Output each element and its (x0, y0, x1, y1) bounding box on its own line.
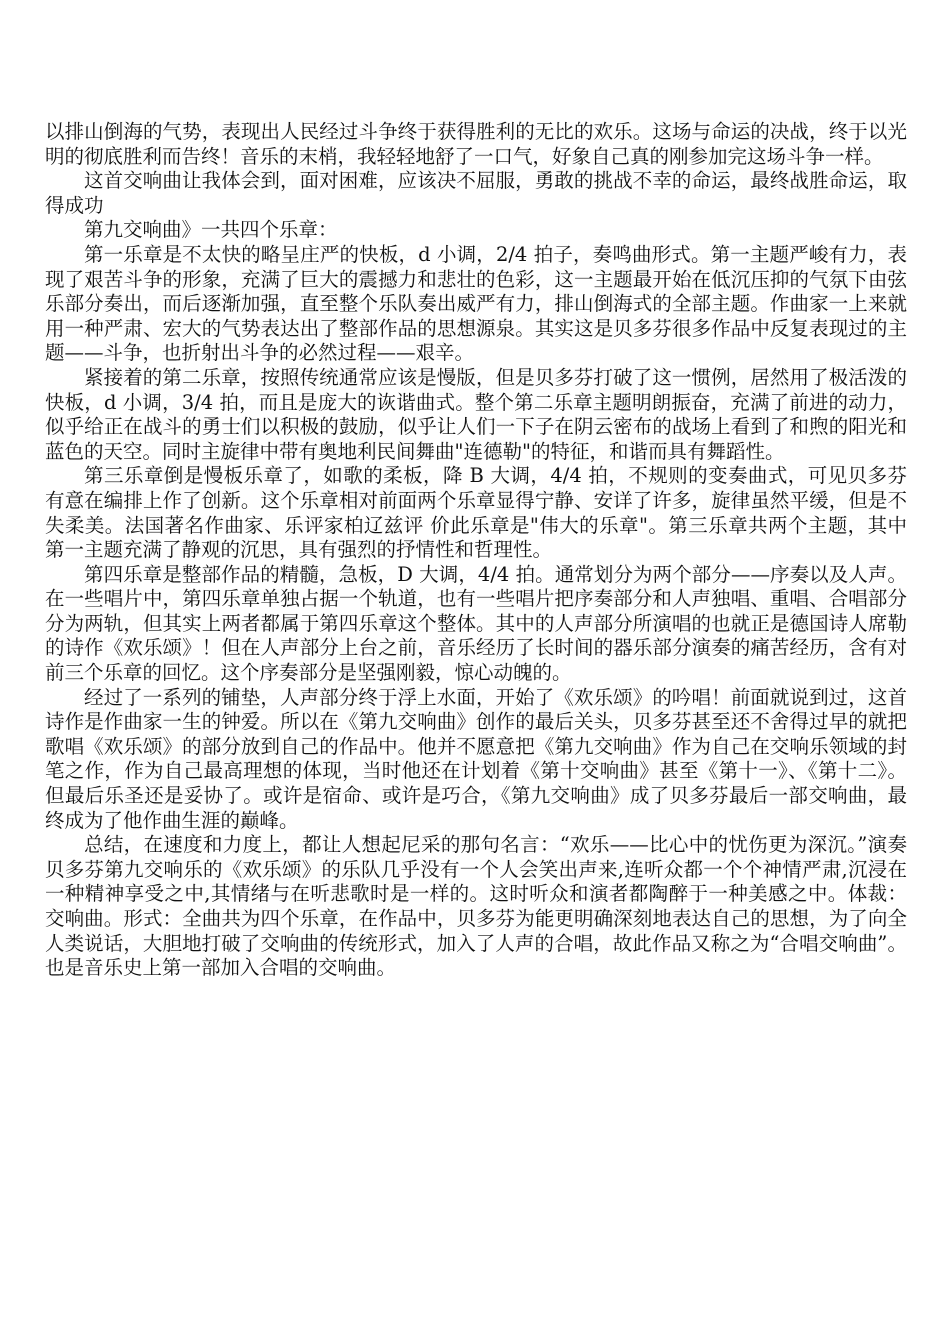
paragraph-reflection: 这首交响曲让我体会到，面对困难，应该决不屈服，勇敢的挑战不幸的命运，最终战胜命运，取得成功 (45, 169, 907, 217)
paragraph-finale-victory: 以排山倒海的气势，表现出人民经过斗争终于获得胜利的无比的欢乐。这场与命运的决战，终于以光明的彻底胜利而告终！音乐的末梢，我轻轻地舒了一口气，好象自己真的刚参加完这场斗争一样。 (45, 120, 907, 168)
paragraph-fourth-movement: 第四乐章是整部作品的精髓，急板，D 大调，4/4 拍。通常划分为两个部分——序奏以及人声。在一些唱片中，第四乐章单独占据一个轨道，也有一些唱片把序奏部分和人声独唱、重唱、合唱部分分为两轨，但其实上两者都属于第四乐章这个整体。其中的人声部分所演唱的也就正是德国诗人席勒的诗作《欢乐颂》！但在人声部分上台之前，音乐经历了长时间的器乐部分演奏的痛苦经历，含有对前三个乐章的回忆。这个序奏部分是坚强刚毅，惊心动魄的。 (45, 562, 907, 685)
paragraph-second-movement: 紧接着的第二乐章，按照传统通常应该是慢版，但是贝多芬打破了这一惯例，居然用了极活泼的快板，d 小调，3/4 拍，而且是庞大的诙谐曲式。整个第二乐章主题明朗振奋，充满了前进的动力，似乎给正在战斗的勇士们以积极的鼓励，似乎让人们一下子在阴云密布的战场上看到了和煦的阳光和蓝色的天空。同时主旋律中带有奥地利民间舞曲"连德勒"的特征，和谐而具有舞蹈性。 (45, 365, 907, 463)
paragraph-ode-to-joy: 经过了一系列的铺垫，人声部分终于浮上水面，开始了《欢乐颂》的吟唱！前面就说到过，这首诗作是作曲家一生的钟爱。所以在《第九交响曲》创作的最后关头，贝多芬甚至还不舍得过早的就把歌唱《欢乐颂》的部分放到自己的作品中。他并不愿意把《第九交响曲》作为自己在交响乐领域的封笔之作，作为自己最高理想的体现，当时他还在计划着《第十交响曲》甚至《第十一》、《第十二》。但最后乐圣还是妥协了。或许是宿命、或许是巧合，《第九交响曲》成了贝多芬最后一部交响曲，最终成为了他作曲生涯的巅峰。 (45, 685, 907, 832)
paragraph-four-movements: 第九交响曲》一共四个乐章： (84, 218, 338, 242)
paragraph-third-movement: 第三乐章倒是慢板乐章了，如歌的柔板，降 B 大调，4/4 拍，不规则的变奏曲式，可见贝多芬有意在编排上作了创新。这个乐章相对前面两个乐章显得宁静、安详了许多，旋律虽然平缓，但是不失柔美。法国著名作曲家、乐评家柏辽兹评 价此乐章是"伟大的乐章"。第三乐章共两个主题，其中第一主题充满了静观的沉思，具有强烈的抒情性和哲理性。 (45, 464, 907, 562)
paragraph-summary: 总结，在速度和力度上，都让人想起尼采的那句名言：“欢乐——比心中的忧伤更为深沉。”演奏贝多芬第九交响乐的《欢乐颂》的乐队几乎没有一个人会笑出声来,连听众都一个个神情严肃,沉浸在一种精神享受之中,其情绪与在听悲歌时是一样的。这时听众和演者都陶醉于一种美感之中。体裁：交响曲。形式：全曲共为四个乐章，在作品中，贝多芬为能更明确深刻地表达自己的思想，为了向全人类说话，大胆地打破了交响曲的传统形式，加入了人声的合唱，故此作品又称之为“合唱交响曲”。也是音乐史上第一部加入合唱的交响曲。 (45, 833, 907, 980)
paragraph-first-movement: 第一乐章是不太快的略呈庄严的快板，d 小调，2/4 拍子，奏鸣曲形式。第一主题严峻有力，表现了艰苦斗争的形象，充满了巨大的震撼力和悲壮的色彩，这一主题最开始在低沉压抑的气氛下由弦乐部分奏出，而后逐渐加强，直至整个乐队奏出威严有力，排山倒海式的全部主题。作曲家一上来就用一种严肃、宏大的气势表达出了整部作品的思想源泉。其实这是贝多芬很多作品中反复表现过的主题——斗争，也折射出斗争的必然过程——艰辛。 (45, 242, 907, 365)
document-body (45, 120, 907, 981)
